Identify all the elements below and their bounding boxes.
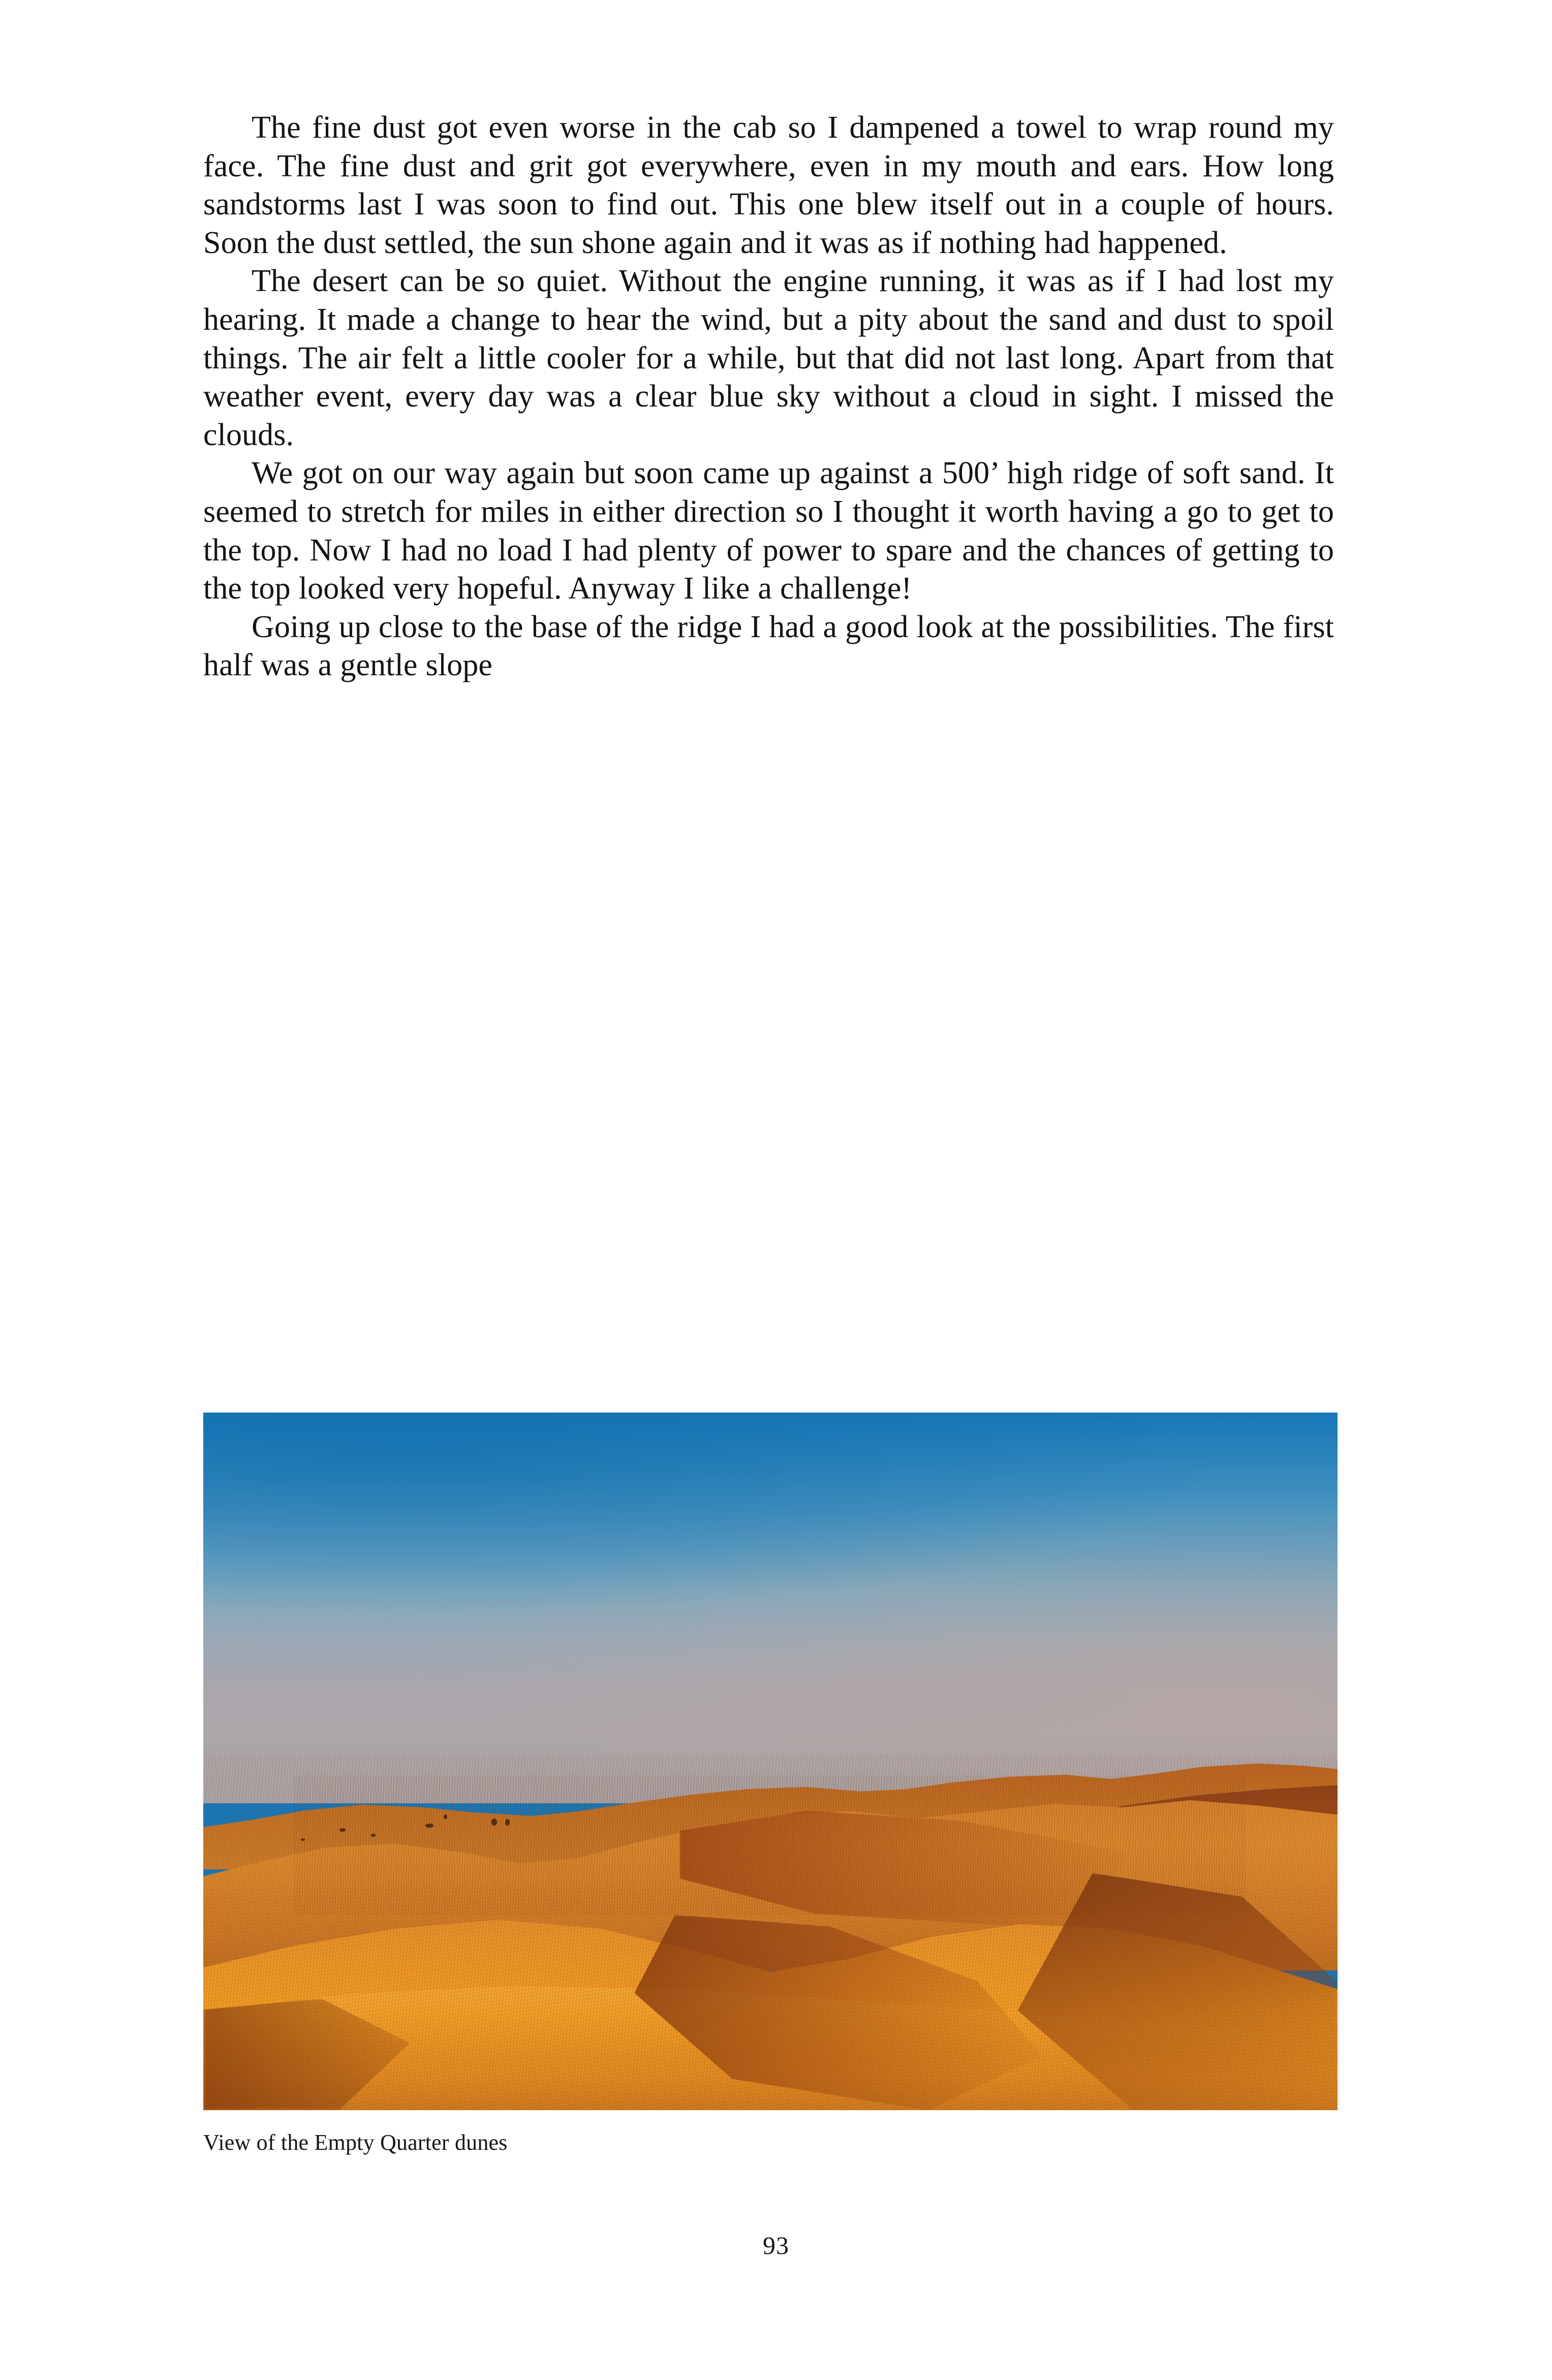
desert-scrub-speck	[505, 1819, 510, 1826]
desert-scrub-speck	[301, 1838, 305, 1841]
desert-scrub-speck	[491, 1819, 497, 1826]
paragraph-4: Going up close to the base of the ridge I had a good look at the possibilities. The first half was a gentle slope	[203, 609, 1334, 683]
desert-scrub-speck	[339, 1828, 346, 1832]
figure-caption: View of the Empty Quarter dunes	[203, 2130, 508, 2155]
desert-scrub-speck	[425, 1824, 433, 1828]
page-number: 93	[763, 2231, 789, 2260]
sand-ripple-texture-lower	[203, 1887, 1338, 2110]
body-text-column	[203, 109, 1334, 685]
paragraph-2: The desert can be so quiet. Without the engine running, it was as if I had lost my hearing. It made a change to hear the wind, but a pity about the sand and dust to spoil things. The air felt a little cooler for a while, but that did not last long. Apart from that weather event, every day was a clear blue sky without a cloud in sight. I missed the clouds.	[203, 264, 1334, 452]
sky-haze-overlay	[203, 1413, 1338, 1803]
paragraph-3: We got on our way again but soon came up against a 500’ high ridge of soft sand. It seemed to stretch for miles in either direction so I thought it worth having a go to get to the top. Now I had no load I had plenty of power to spare and the chances of getting to the top looked very hopeful. Anyway I like a challenge!	[203, 456, 1334, 606]
figure	[203, 1413, 1338, 2157]
desert-scrub-speck	[444, 1814, 447, 1819]
paragraph-1: The fine dust got even worse in the cab so I dampened a towel to wrap round my face. The fine dust and grit got everywhere, even in my mouth and ears. How long sandstorms last I was soon to find out. This one blew itself out in a couple of hours. Soon the dust settled, the sun shone again and it was as if nothing had happened.	[203, 110, 1334, 260]
desert-dunes-photo	[203, 1413, 1338, 2110]
